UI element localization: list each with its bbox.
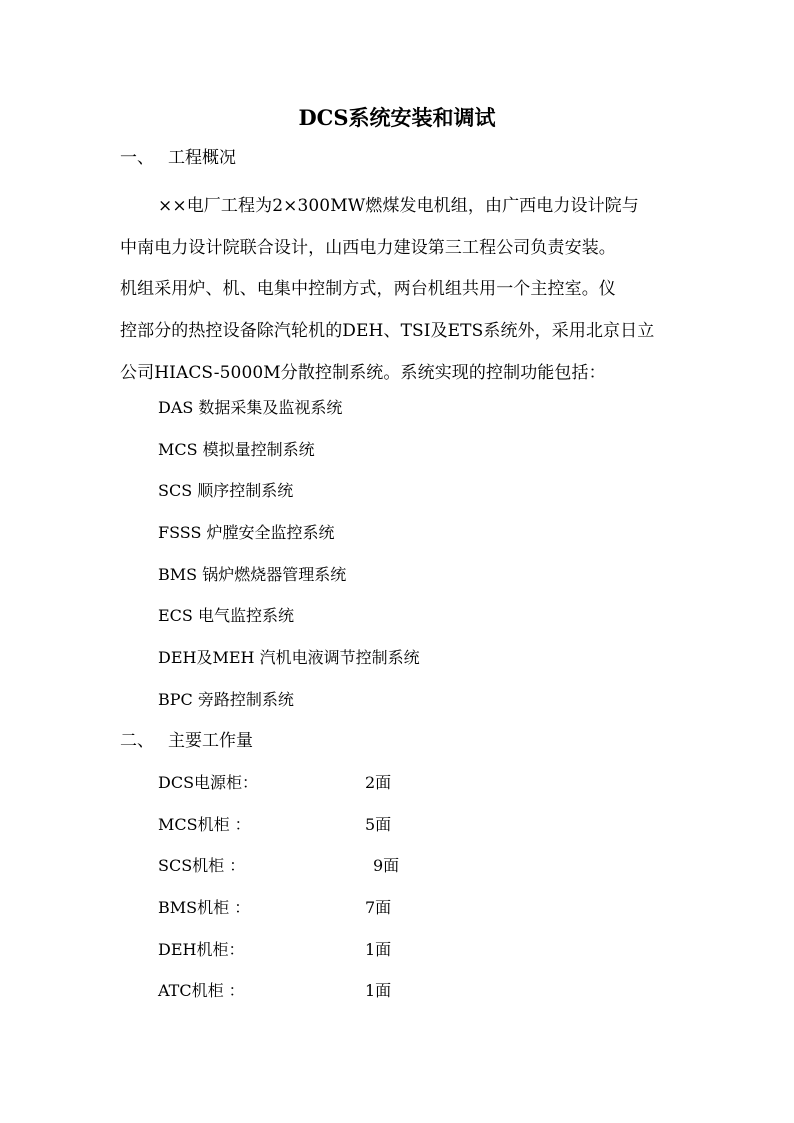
- section-1-heading: [120, 144, 236, 172]
- system-item-das: DAS 数据采集及监视系统: [158, 398, 343, 417]
- section-2-heading: [120, 727, 253, 755]
- paragraph-line: 公司HIACS-5000M分散控制系统。系统实现的控制功能包括：: [120, 362, 606, 383]
- workload-label: BMS机柜 ：: [158, 898, 251, 917]
- system-item-fsss: FSSS 炉膛安全监控系统: [158, 523, 335, 542]
- section-1-number: 一、: [120, 148, 154, 168]
- system-item-scs: SCS 顺序控制系统: [158, 481, 294, 500]
- paragraph-line: 中南电力设计院联合设计，山西电力建设第三工程公司负责安装。: [120, 237, 616, 258]
- workload-value: 5面: [365, 815, 392, 834]
- paragraph-line: 机组采用炉、机、电集中控制方式，两台机组共用一个主控室。仪: [120, 279, 616, 300]
- paragraph-line: 控部分的热控设备除汽轮机的DEH、TSI及ETS系统外，采用北京日立: [120, 321, 655, 342]
- workload-label: MCS机柜 ：: [158, 815, 251, 834]
- system-item-ecs: ECS 电气监控系统: [158, 606, 294, 625]
- workload-label: DCS电源柜：: [158, 773, 259, 792]
- section-2-number: 二、: [120, 731, 154, 751]
- system-item-bpc: BPC 旁路控制系统: [158, 690, 294, 709]
- section-1-title: 工程概况: [168, 148, 236, 168]
- workload-value: 9面: [373, 856, 400, 875]
- workload-label: SCS机柜 ：: [158, 856, 246, 875]
- workload-label: ATC机柜 ：: [158, 981, 245, 1000]
- section-2-title: 主要工作量: [168, 731, 253, 751]
- system-item-bms: BMS 锅炉燃烧器管理系统: [158, 565, 347, 584]
- overview-paragraph: [120, 186, 680, 395]
- workload-value: 1面: [365, 940, 392, 959]
- paragraph-line: ××电厂工程为2×300MW燃煤发电机组，由广西电力设计院与: [158, 196, 639, 216]
- document-title: DCS系统安装和调试: [298, 105, 496, 130]
- system-item-deh-meh: DEH及MEH 汽机电液调节控制系统: [158, 648, 420, 667]
- system-item-mcs: MCS 模拟量控制系统: [158, 440, 315, 459]
- workload-value: 7面: [365, 898, 392, 917]
- workload-value: 1面: [365, 981, 392, 1000]
- workload-value: 2面: [365, 773, 392, 792]
- workload-label: DEH机柜：: [158, 940, 245, 959]
